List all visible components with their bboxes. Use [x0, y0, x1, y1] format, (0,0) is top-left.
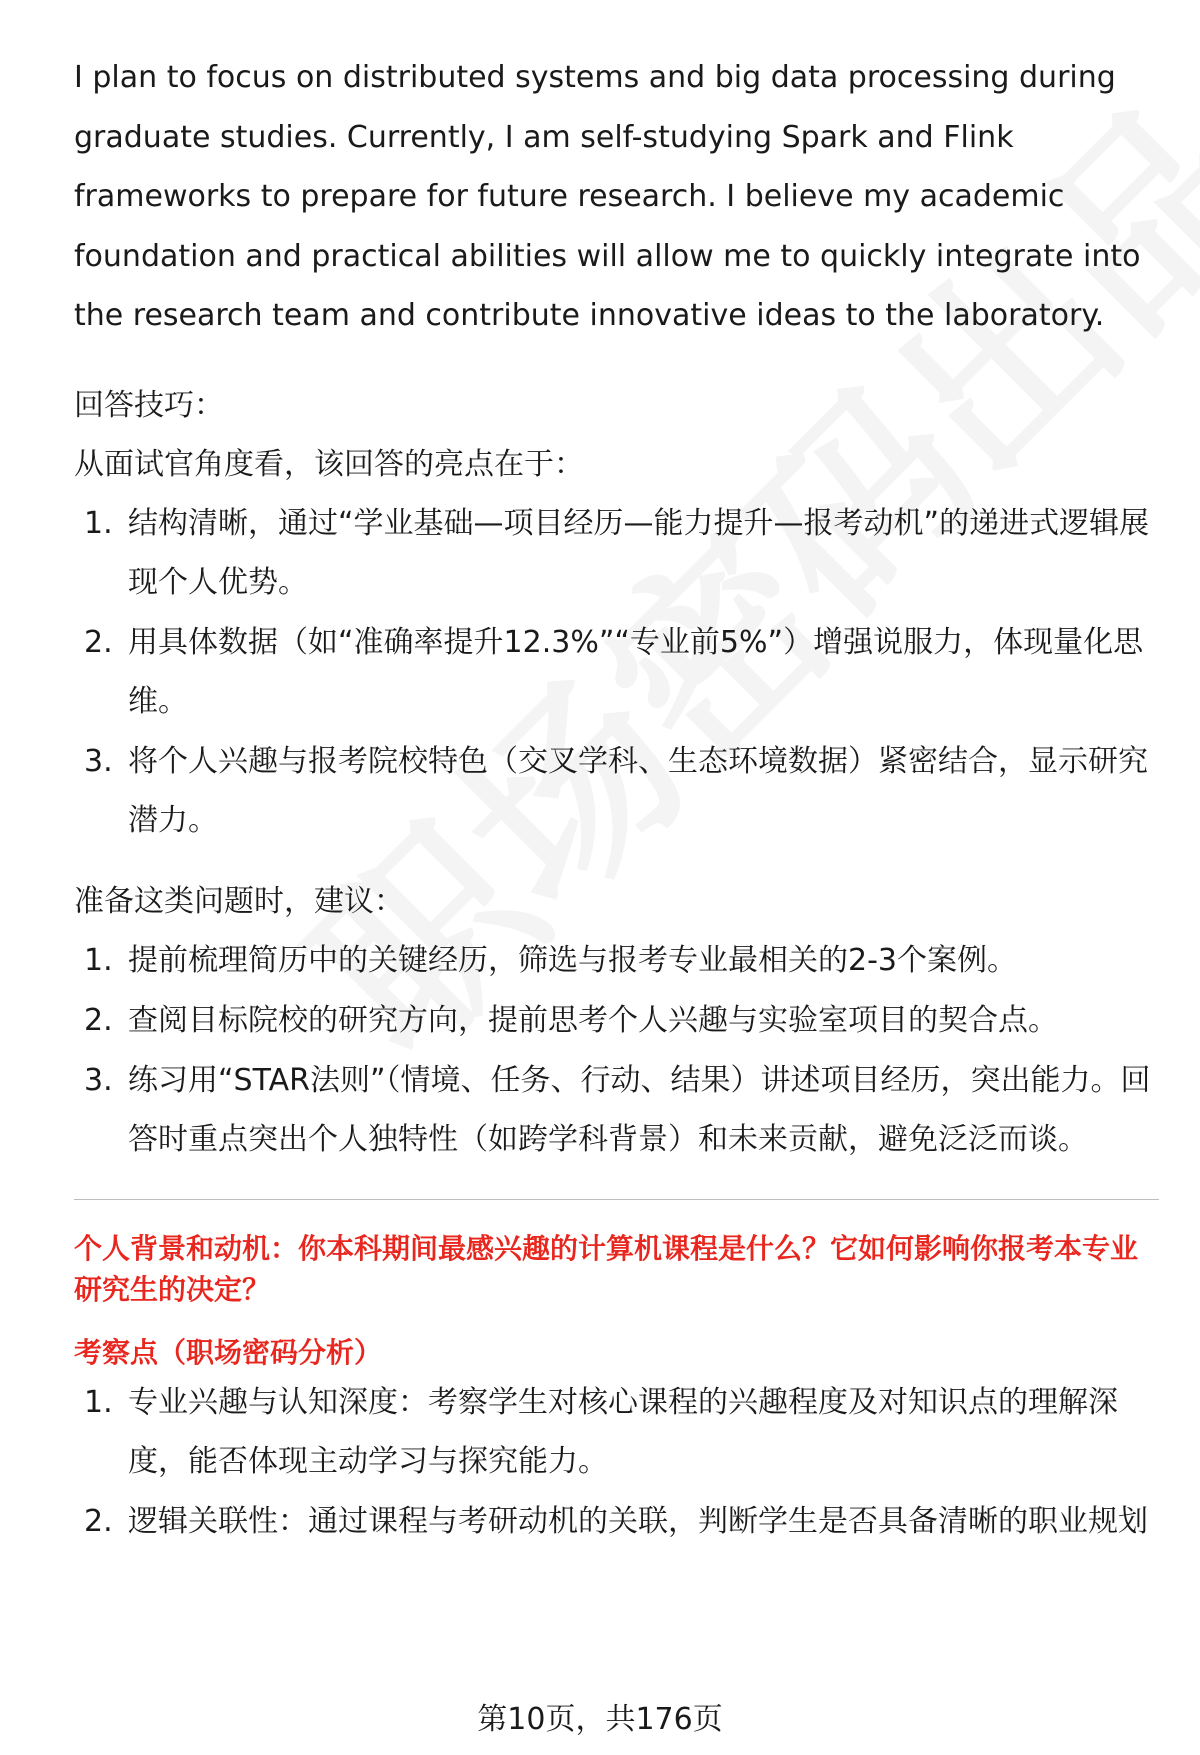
list-item-text: 练习用“STAR法则”（情境、任务、行动、结果）讲述项目经历，突出能力。回答时重点突出个人独特性（如跨学科背景）和未来贡献，避免泛泛而谈。 [128, 1062, 1151, 1157]
highlights-list [74, 494, 1159, 850]
exam-points-list [74, 1373, 1159, 1551]
list-number: 3. [84, 743, 113, 779]
list-number: 3. [84, 1062, 113, 1098]
list-number: 2. [84, 1503, 113, 1539]
list-item-text: 将个人兴趣与报考院校特色（交叉学科、生态环境数据）紧密结合，显示研究潜力。 [128, 743, 1148, 838]
document-page [74, 48, 1159, 1551]
suggestions-list [74, 931, 1159, 1169]
list-item-text: 查阅目标院校的研究方向，提前思考个人兴趣与实验室项目的契合点。 [128, 1002, 1058, 1038]
list-number: 1. [84, 505, 113, 541]
list-item [74, 613, 1159, 731]
exam-points-heading: 考察点（职场密码分析） [74, 1335, 383, 1369]
list-number: 1. [84, 1384, 113, 1420]
section-divider [74, 1199, 1159, 1200]
list-item [74, 1373, 1159, 1491]
list-item-text: 逻辑关联性：通过课程与考研动机的关联，判断学生是否具备清晰的职业规划 [128, 1503, 1148, 1539]
list-item [74, 1051, 1159, 1169]
list-item-text: 提前梳理简历中的关键经历，筛选与报考专业最相关的2-3个案例。 [128, 942, 1017, 978]
page-footer: 第10页，共176页 [477, 1702, 723, 1737]
list-item [74, 732, 1159, 850]
list-number: 2. [84, 624, 113, 660]
list-number: 2. [84, 1002, 113, 1038]
list-item [74, 991, 1159, 1050]
question-heading: 个人背景和动机：你本科期间最感兴趣的计算机课程是什么？它如何影响你报考本专业研究生的决定？ [74, 1231, 1139, 1306]
list-item-text: 结构清晰，通过“学业基础—项目经历—能力提升—报考动机”的递进式逻辑展现个人优势。 [128, 505, 1150, 600]
interviewer-label: 从面试官角度看，该回答的亮点在于： [74, 446, 584, 482]
list-item [74, 494, 1159, 612]
list-number: 1. [84, 942, 113, 978]
list-item [74, 931, 1159, 990]
list-item-text: 专业兴趣与认知深度：考察学生对核心课程的兴趣程度及对知识点的理解深度，能否体现主动学习与探究能力。 [128, 1384, 1118, 1479]
list-item [74, 1492, 1159, 1551]
intro-paragraph: I plan to focus on distributed systems and big data processing during graduate studies. Currently, I am self-studying Spark and Flink frameworks to prepare for future research. I believe my academic foundation and practical abilities will allow me to quickly integrate into the research team and contribute innovative ideas to the laboratory. [74, 60, 1141, 333]
prep-label: 准备这类问题时，建议： [74, 883, 404, 919]
list-item-text: 用具体数据（如“准确率提升12.3%”“专业前5%”）增强说服力，体现量化思维。 [128, 624, 1144, 719]
tips-label: 回答技巧： [74, 387, 224, 423]
